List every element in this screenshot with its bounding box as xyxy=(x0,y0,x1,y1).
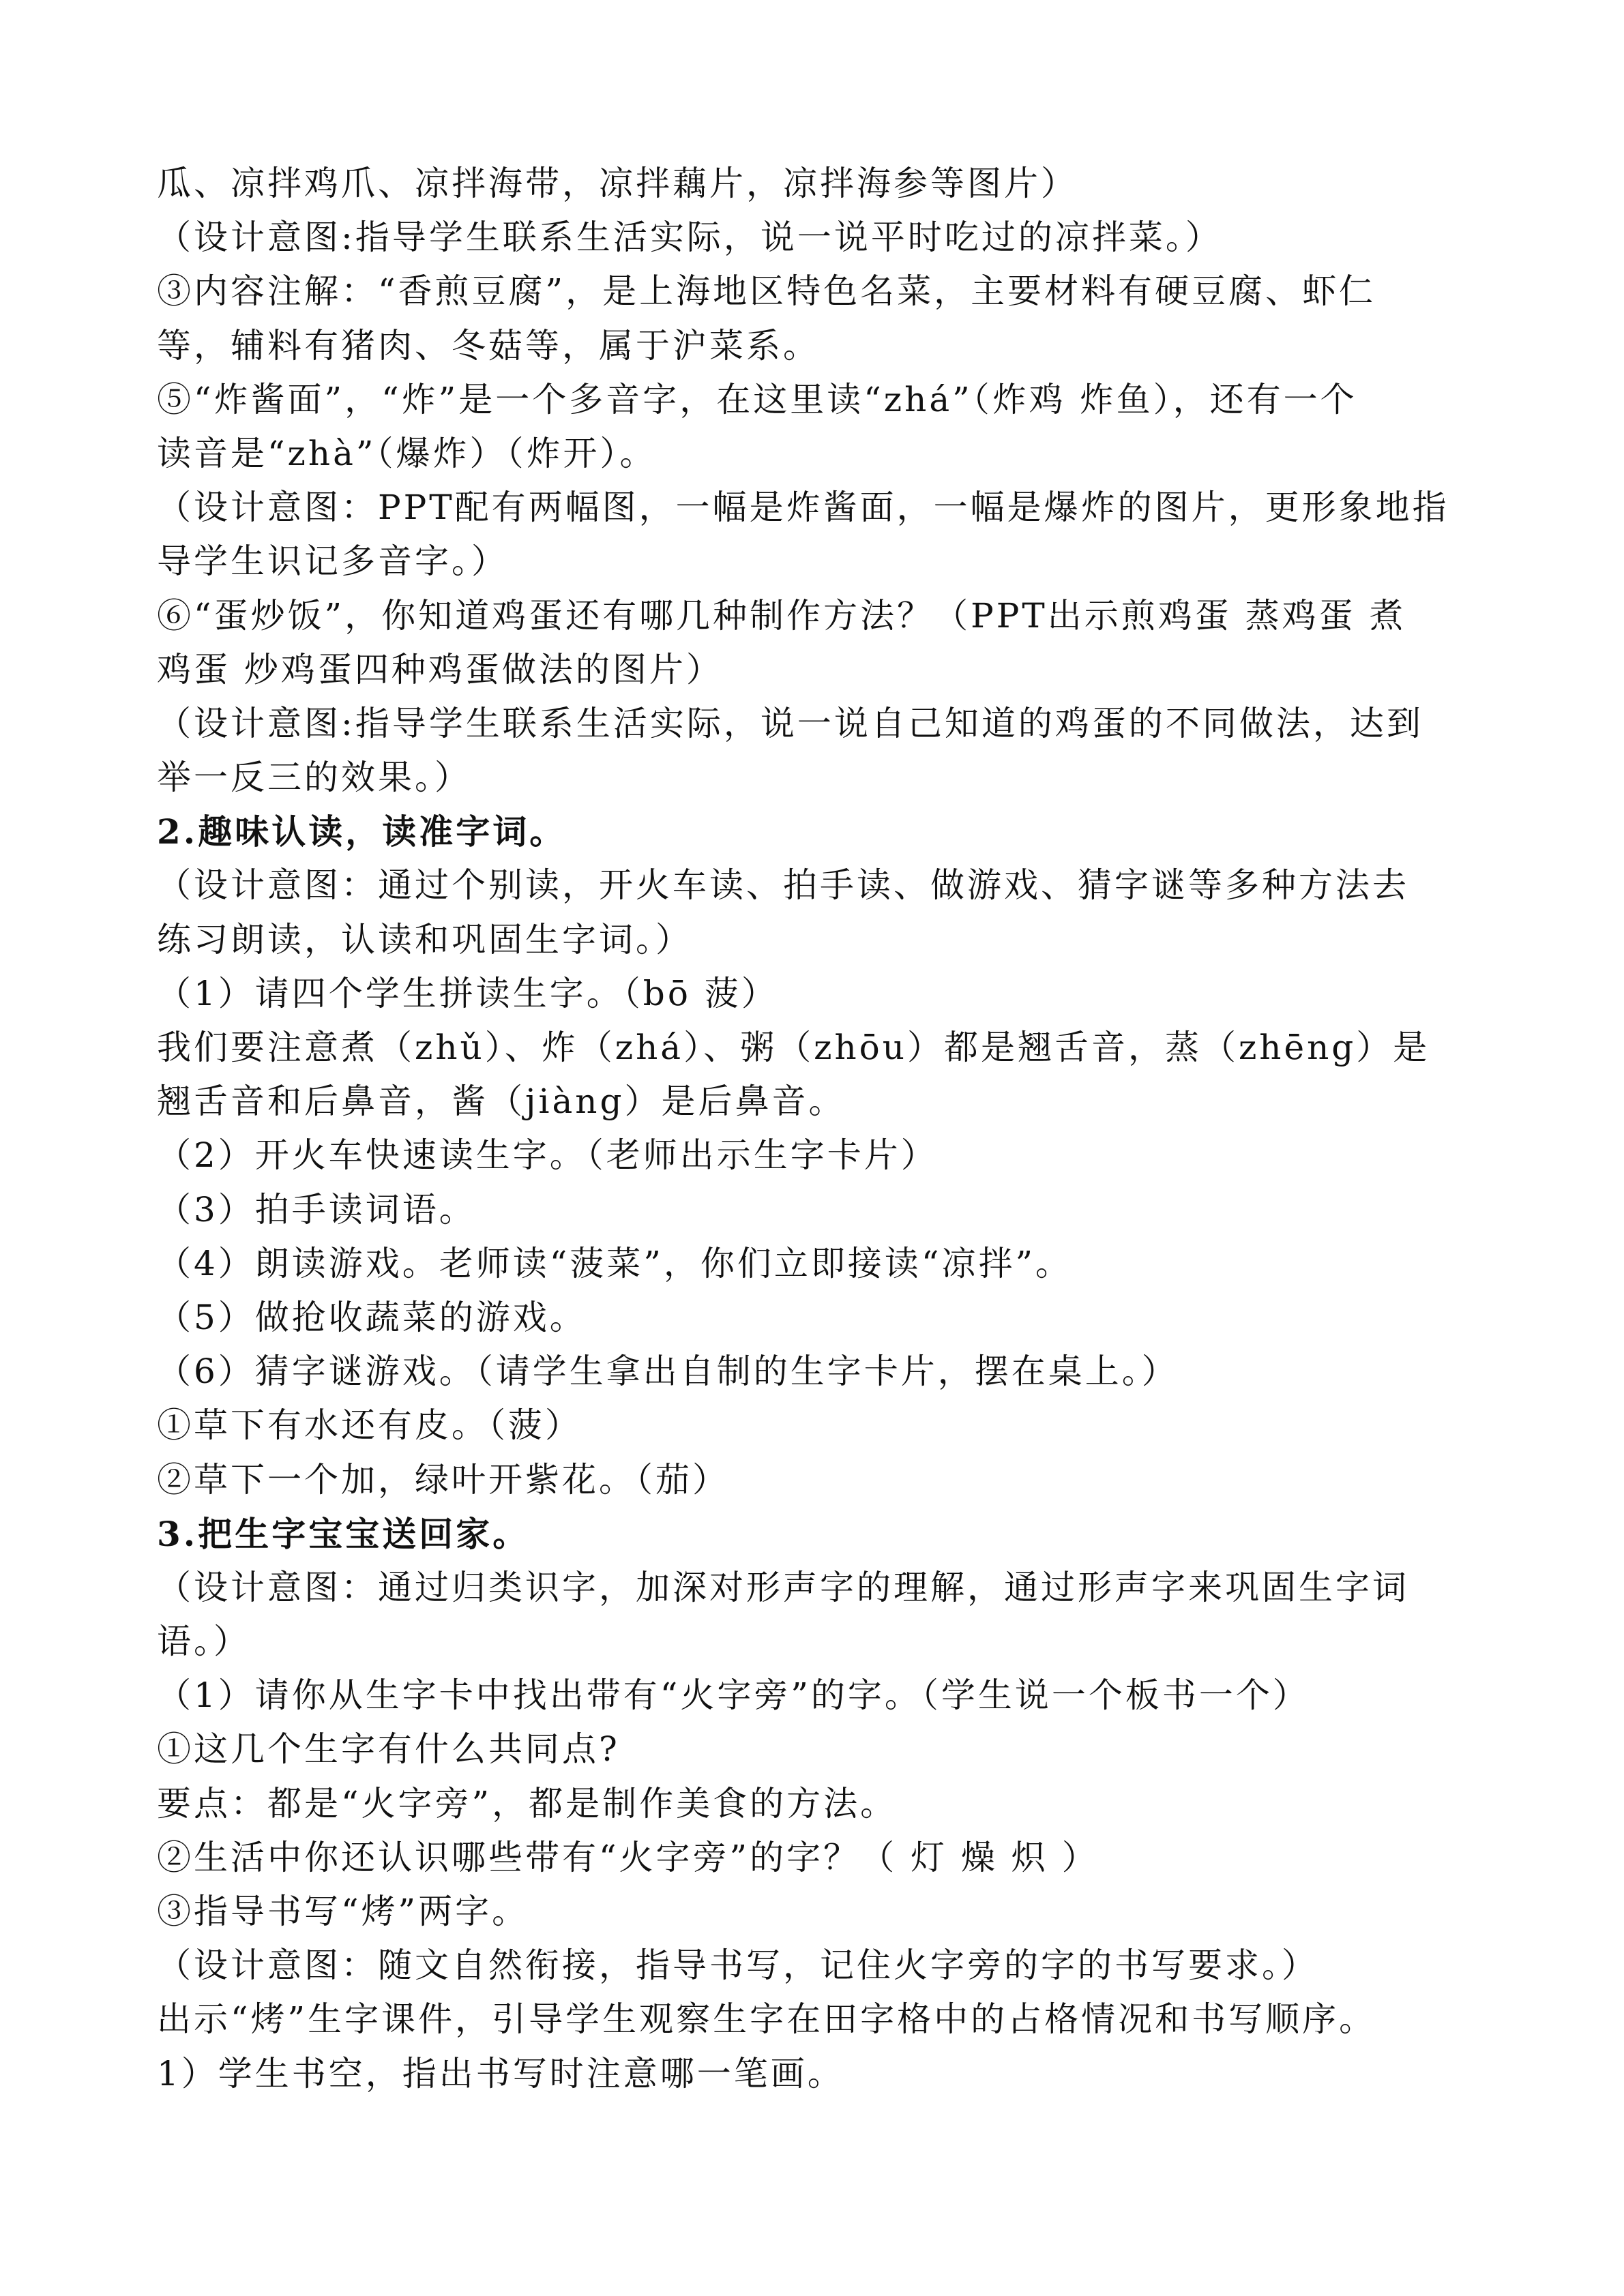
text-line: 语。） xyxy=(157,1622,250,1662)
text-line: （1）请四个学生拼读生字。（bō 菠） xyxy=(157,973,778,1013)
document-body xyxy=(157,157,1487,2101)
text-line: 1）学生书空，指出书写时注意哪一笔画。 xyxy=(157,2053,844,2093)
text-line: 读音是“zhà”（爆炸）（炸开）。 xyxy=(157,433,657,473)
text-line: 翘舌音和后鼻音，酱（jiàng）是后鼻音。 xyxy=(157,1082,846,1122)
text-line: （设计意图：PPT配有两幅图，一幅是炸酱面，一幅是爆炸的图片，更形象地指 xyxy=(157,488,1449,528)
text-line: （设计意图：通过个别读，开火车读、拍手读、做游戏、猜字谜等多种方法去 xyxy=(157,865,1409,906)
text-line: ③指导书写“烤”两字。 xyxy=(157,1892,529,1931)
text-line: ②生活中你还认识哪些带有“火字旁”的字？（ 灯 燥 炽 ） xyxy=(157,1837,1099,1877)
section-heading: 2.趣味认读，读准字词。 xyxy=(157,811,567,852)
text-line: ⑤“炸酱面”，“炸”是一个多音字，在这里读“zhá”（炸鸡 炸鱼），还有一个 xyxy=(157,379,1357,419)
text-line: （设计意图:指导学生联系生活实际，说一说平时吃过的凉拌菜。） xyxy=(157,218,1222,258)
text-line: （4）朗读游戏。老师读“菠菜”，你们立即接读“凉拌”。 xyxy=(157,1243,1073,1283)
text-line: （1）请你从生字卡中找出带有“火字旁”的字。（学生说一个板书一个） xyxy=(157,1675,1310,1716)
text-line: 我们要注意煮（zhǔ）、炸（zhá）、粥（zhōu）都是翘舌音，蒸（zhēng）是 xyxy=(157,1028,1430,1067)
text-line: （设计意图：通过归类识字，加深对形声字的理解，通过形声字来巩固生字词 xyxy=(157,1567,1409,1607)
text-line: 导学生识记多音字。） xyxy=(157,541,508,582)
text-line: ③内容注解：“香煎豆腐”，是上海地区特色名菜，主要材料有硬豆腐、虾仁 xyxy=(157,271,1376,312)
text-line: 出示“烤”生字课件，引导学生观察生字在田字格中的占格情况和书写顺序。 xyxy=(157,1999,1376,2040)
text-line: （6）猜字谜游戏。（请学生拿出自制的生字卡片，摆在桌上。） xyxy=(157,1352,1179,1392)
text-line: ①草下有水还有皮。（菠） xyxy=(157,1405,582,1446)
text-line: ⑥“蛋炒饭”，你知道鸡蛋还有哪几种制作方法？（PPT出示煎鸡蛋 蒸鸡蛋 煮 xyxy=(157,595,1406,636)
text-line: （设计意图：随文自然衔接，指导书写，记住火字旁的字的书写要求。） xyxy=(157,1945,1318,1986)
text-line: 瓜、凉拌鸡爪、凉拌海带，凉拌藕片，凉拌海参等图片） xyxy=(157,164,1078,203)
text-line: ①这几个生字有什么共同点? xyxy=(157,1729,620,1770)
section-heading: 3.把生字宝宝送回家。 xyxy=(157,1513,530,1554)
text-line: （设计意图:指导学生联系生活实际，说一说自己知道的鸡蛋的不同做法，达到 xyxy=(157,703,1423,743)
text-line: 等，辅料有猪肉、冬菇等，属于沪菜系。 xyxy=(157,325,820,366)
text-line: 鸡蛋 炒鸡蛋四种鸡蛋做法的图片） xyxy=(157,649,723,689)
text-line: （5）做抢收蔬菜的游戏。 xyxy=(157,1297,587,1337)
text-line: ②草下一个加，绿叶开紫花。（茄） xyxy=(157,1459,729,1500)
text-line: 练习朗读，认读和巩固生字词。） xyxy=(157,919,692,959)
text-line: 要点：都是“火字旁”，都是制作美食的方法。 xyxy=(157,1783,898,1823)
text-line: 举一反三的效果。） xyxy=(157,758,471,798)
text-line: （3）拍手读词语。 xyxy=(157,1189,476,1229)
text-line: （2）开火车快速读生字。（老师出示生字卡片） xyxy=(157,1135,938,1176)
